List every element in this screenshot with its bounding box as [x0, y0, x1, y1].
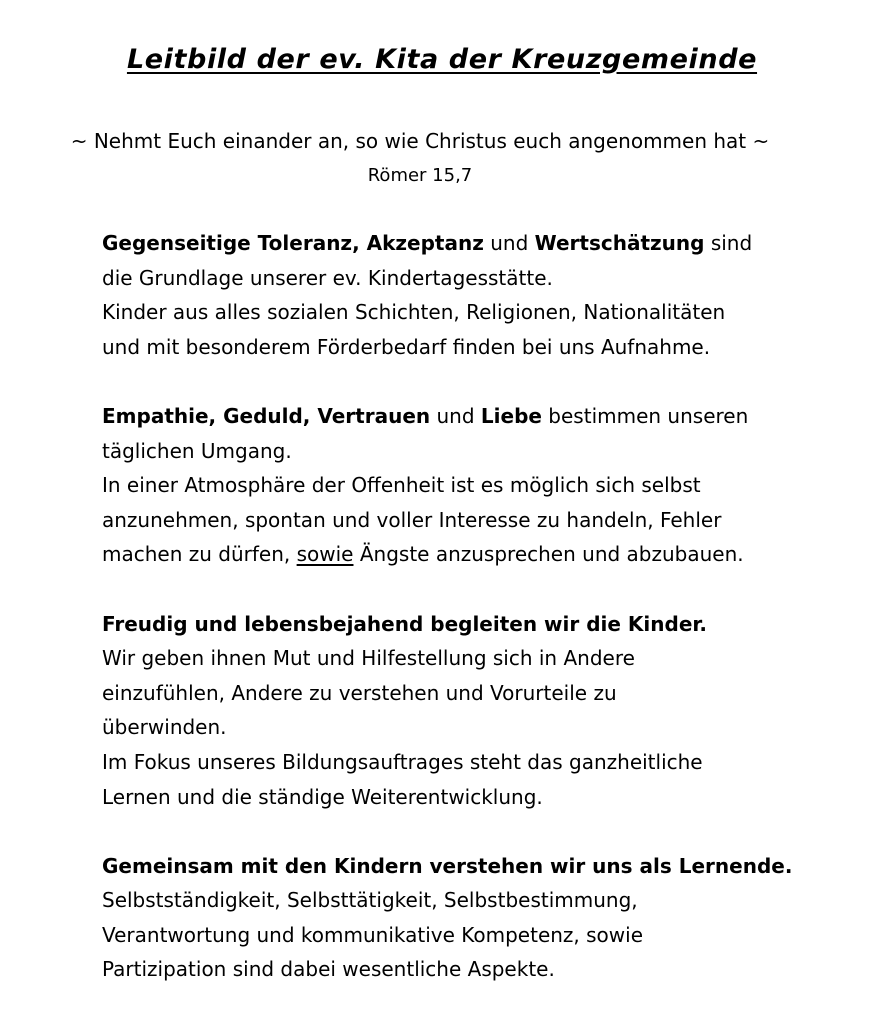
- paragraph-gap: [102, 814, 862, 849]
- p3-heading-text: Freudig und lebensbejahend begleiten wir die Kinder.: [102, 611, 707, 636]
- paragraph-gap: [102, 572, 862, 607]
- p2-bold-values: Empathie, Geduld, Vertrauen: [102, 403, 431, 428]
- p2-text: Ängste anzusprechen und abzubauen.: [353, 542, 744, 567]
- p4-heading: [102, 849, 862, 884]
- p3-line-2: Wir geben ihnen Mut und Hilfestellung sich in Andere: [102, 646, 635, 671]
- p2-text: und: [430, 403, 481, 428]
- p1-line-1: [102, 226, 862, 261]
- p2-text: machen zu dürfen,: [102, 542, 297, 567]
- p1-bold-values: Gegenseitige Toleranz, Akzeptanz: [102, 231, 484, 255]
- p2-text: bestimmen unseren: [541, 403, 749, 428]
- paragraph-gap: [102, 364, 862, 399]
- p3-line-3: einzufühlen, Andere zu verstehen und Vorurteile zu: [102, 680, 617, 705]
- p1-bold-value: Wertschätzung: [534, 231, 705, 255]
- p1-text: und: [483, 231, 535, 255]
- p2-line-1: [102, 399, 862, 434]
- p1-text: sind: [704, 231, 753, 255]
- p2-line-3: In einer Atmosphäre der Offenheit ist es möglich sich selbst: [102, 473, 701, 498]
- p3-line-6: Lernen und die ständige Weiterentwicklung.: [102, 784, 543, 809]
- underlined-word: sowie: [296, 542, 354, 567]
- p2-line-2: täglichen Umgang.: [102, 438, 292, 463]
- motto-quote: ~ Nehmt Euch einander an, so wie Christus euch angenommen hat ~: [70, 129, 770, 153]
- p2-bold-value: Liebe: [480, 403, 542, 428]
- p1-line-4: und mit besonderem Förderbedarf finden bei uns Aufnahme.: [102, 334, 711, 359]
- document-body: [102, 226, 862, 987]
- page-title: Leitbild der ev. Kita der Kreuzgemeinde: [126, 44, 758, 75]
- p4-line-4: Partizipation sind dabei wesentliche Aspekte.: [102, 957, 555, 982]
- p3-line-5: Im Fokus unseres Bildungsauftrages steht das ganzheitliche: [102, 749, 703, 774]
- p3-heading: [102, 607, 862, 642]
- p4-heading-text: Gemeinsam mit den Kindern verstehen wir uns als Lernende.: [102, 853, 793, 878]
- p2-line-4: anzunehmen, spontan und voller Interesse zu handeln, Fehler: [102, 507, 722, 532]
- p4-line-2: Selbstständigkeit, Selbsttätigkeit, Selbstbestimmung,: [102, 888, 638, 913]
- p1-line-3: Kinder aus alles sozialen Schichten, Religionen, Nationalitäten: [102, 300, 726, 325]
- p2-line-5: [102, 537, 862, 572]
- p4-line-3: Verantwortung und kommunikative Kompetenz, sowie: [102, 922, 644, 947]
- p1-line-2: die Grundlage unserer ev. Kindertagesstätte.: [102, 265, 553, 290]
- p3-line-4: überwinden.: [102, 715, 227, 740]
- bible-verse-reference: Römer 15,7: [367, 165, 473, 186]
